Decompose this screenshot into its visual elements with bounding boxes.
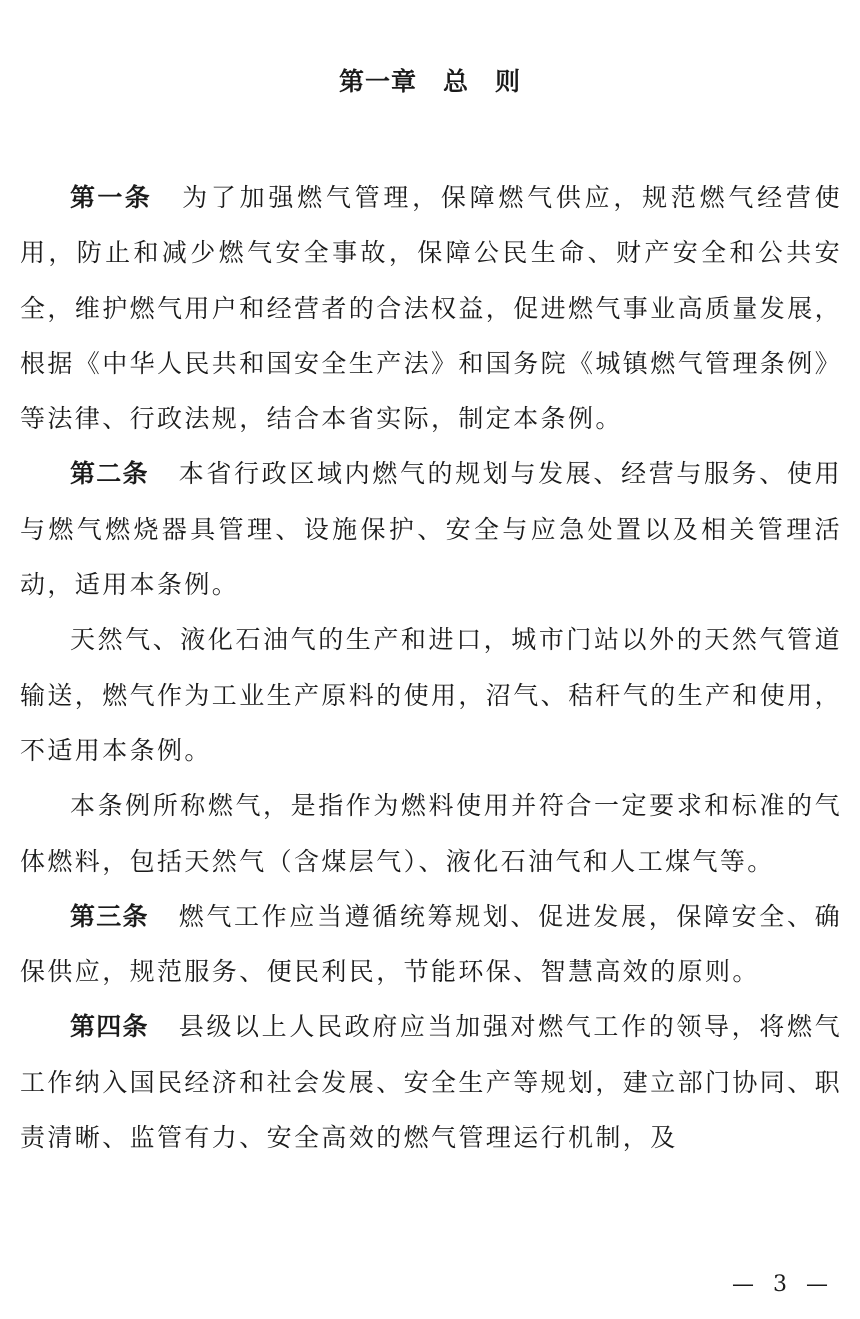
article-label: 第四条 [70,1012,149,1042]
article-text: 本省行政区域内燃气的规划与发展、经营与服务、使用与燃气燃烧器具管理、设施保护、安全与应急处置以及相关管理活动，适用本条例。 [20,459,842,600]
chapter-title: 第一章 总 则 [338,67,521,96]
article-2-clause-2 [20,612,842,778]
article-label: 第一条 [70,183,153,212]
page-number: — 3 — [732,1272,834,1297]
article-3 [20,889,842,1000]
article-2-clause-3 [20,778,842,889]
article-text: 天然气、液化石油气的生产和进口，城市门站以外的天然气管道输送，燃气作为工业生产原料的使用，沼气、秸秆气的生产和使用，不适用本条例。 [20,625,843,765]
article-4 [20,999,842,1165]
article-text: 为了加强燃气管理，保障燃气供应，规范燃气经营使用，防止和减少燃气安全事故，保障公民生命、财产安全和公共安全，维护燃气用户和经营者的合法权益，促进燃气事业高质量发展，根据《中华人民共和国安全生产法》和国务院《城镇燃气管理条例》等法律、行政法规，结合本省实际，制定本条例。 [20,183,843,434]
article-1 [20,170,842,446]
article-label: 第三条 [70,901,149,931]
article-text: 燃气工作应当遵循统筹规划、促进发展，保障安全、确保供应，规范服务、便民利民，节能环保、智慧高效的原则。 [20,901,842,987]
article-2 [20,446,842,612]
article-text: 县级以上人民政府应当加强对燃气工作的领导，将燃气工作纳入国民经济和社会发展、安全生产等规划，建立部门协同、职责清晰、监管有力、安全高效的燃气管理运行机制，及 [20,1012,843,1153]
body-text [20,170,842,1165]
article-label: 第二条 [70,459,149,489]
article-text: 本条例所称燃气，是指作为燃料使用并符合一定要求和标准的气体燃料，包括天然气（含煤层气）、液化石油气和人工煤气等。 [20,791,842,876]
